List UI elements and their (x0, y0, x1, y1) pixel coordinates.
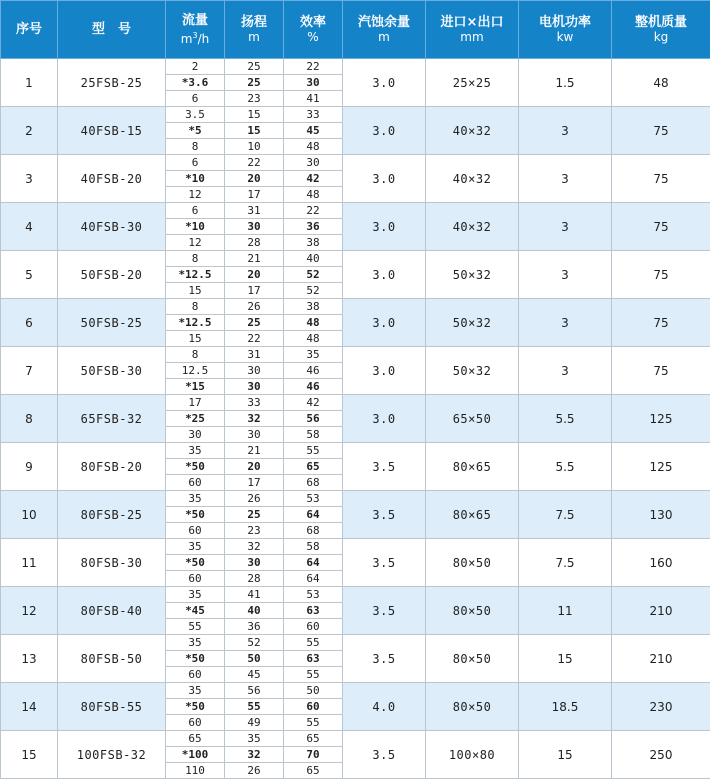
cell-head: 25 (225, 507, 284, 523)
cell-head: 31 (225, 203, 284, 219)
cell-head: 25 (225, 59, 284, 75)
cell-flow: *50 (166, 507, 225, 523)
cell-no: 14 (1, 683, 58, 731)
cell-mass: 75 (612, 299, 710, 347)
cell-head: 30 (225, 379, 284, 395)
cell-no: 12 (1, 587, 58, 635)
table-row (1, 107, 710, 123)
cell-port: 80×50 (426, 587, 519, 635)
cell-efficiency: 52 (284, 267, 343, 283)
header-power: 电机功率 kw (519, 1, 612, 59)
cell-flow: 6 (166, 155, 225, 171)
cell-no: 8 (1, 395, 58, 443)
cell-model: 80FSB-50 (58, 635, 166, 683)
header-flow: 流量 $m^3/h$ (166, 1, 225, 59)
cell-efficiency: 48 (284, 187, 343, 203)
header-mass: 整机质量 kg (612, 1, 710, 59)
cell-efficiency: 30 (284, 155, 343, 171)
table-row (1, 347, 710, 363)
cell-head: 21 (225, 251, 284, 267)
cell-flow: 8 (166, 347, 225, 363)
cell-mass: 250 (612, 731, 710, 779)
cell-head: 10 (225, 139, 284, 155)
cell-npsh: 3.5 (343, 491, 426, 539)
table-row (1, 155, 710, 171)
cell-efficiency: 35 (284, 347, 343, 363)
header-no: 序号 (1, 1, 58, 59)
cell-flow: *15 (166, 379, 225, 395)
cell-mass: 125 (612, 395, 710, 443)
header-head: 扬程 m (225, 1, 284, 59)
cell-mass: 75 (612, 203, 710, 251)
cell-flow: 60 (166, 523, 225, 539)
cell-npsh: 3.0 (343, 347, 426, 395)
cell-mass: 130 (612, 491, 710, 539)
cell-efficiency: 53 (284, 491, 343, 507)
cell-flow: 17 (166, 395, 225, 411)
table-row (1, 443, 710, 459)
header-efficiency: 效率 % (284, 1, 343, 59)
cell-flow: 60 (166, 475, 225, 491)
cell-flow: 60 (166, 715, 225, 731)
cell-efficiency: 46 (284, 379, 343, 395)
cell-efficiency: 53 (284, 587, 343, 603)
header-port: 进口×出口 mm (426, 1, 519, 59)
cell-head: 32 (225, 539, 284, 555)
cell-flow: 60 (166, 571, 225, 587)
cell-flow: 35 (166, 491, 225, 507)
cell-efficiency: 22 (284, 59, 343, 75)
cell-no: 15 (1, 731, 58, 779)
table-row (1, 395, 710, 411)
table-header (1, 1, 710, 59)
cell-flow: *100 (166, 747, 225, 763)
cell-efficiency: 38 (284, 235, 343, 251)
cell-model: 80FSB-55 (58, 683, 166, 731)
cell-head: 49 (225, 715, 284, 731)
cell-no: 11 (1, 539, 58, 587)
cell-no: 3 (1, 155, 58, 203)
cell-power: 5.5 (519, 395, 612, 443)
cell-efficiency: 58 (284, 427, 343, 443)
cell-efficiency: 52 (284, 283, 343, 299)
cell-head: 36 (225, 619, 284, 635)
cell-efficiency: 50 (284, 683, 343, 699)
cell-head: 32 (225, 411, 284, 427)
cell-no: 5 (1, 251, 58, 299)
cell-npsh: 3.0 (343, 107, 426, 155)
cell-power: 7.5 (519, 491, 612, 539)
cell-flow: 12 (166, 187, 225, 203)
cell-mass: 160 (612, 539, 710, 587)
cell-head: 41 (225, 587, 284, 603)
cell-head: 25 (225, 75, 284, 91)
cell-model: 40FSB-15 (58, 107, 166, 155)
cell-head: 31 (225, 347, 284, 363)
cell-npsh: 3.5 (343, 635, 426, 683)
cell-head: 50 (225, 651, 284, 667)
cell-efficiency: 64 (284, 571, 343, 587)
cell-efficiency: 65 (284, 731, 343, 747)
cell-head: 25 (225, 315, 284, 331)
cell-model: 25FSB-25 (58, 59, 166, 107)
cell-power: 5.5 (519, 443, 612, 491)
cell-efficiency: 40 (284, 251, 343, 267)
cell-flow: 15 (166, 331, 225, 347)
cell-model: 50FSB-30 (58, 347, 166, 395)
cell-efficiency: 38 (284, 299, 343, 315)
cell-efficiency: 45 (284, 123, 343, 139)
cell-flow: *50 (166, 459, 225, 475)
cell-no: 2 (1, 107, 58, 155)
cell-model: 50FSB-25 (58, 299, 166, 347)
cell-port: 80×50 (426, 683, 519, 731)
cell-model: 65FSB-32 (58, 395, 166, 443)
cell-mass: 210 (612, 587, 710, 635)
cell-npsh: 3.5 (343, 587, 426, 635)
cell-efficiency: 48 (284, 315, 343, 331)
cell-port: 100×80 (426, 731, 519, 779)
cell-efficiency: 70 (284, 747, 343, 763)
cell-power: 11 (519, 587, 612, 635)
cell-flow: 110 (166, 763, 225, 779)
cell-flow: *25 (166, 411, 225, 427)
cell-npsh: 3.0 (343, 395, 426, 443)
cell-mass: 75 (612, 155, 710, 203)
cell-efficiency: 41 (284, 91, 343, 107)
cell-flow: *12.5 (166, 267, 225, 283)
cell-flow: 12.5 (166, 363, 225, 379)
cell-head: 56 (225, 683, 284, 699)
cell-efficiency: 36 (284, 219, 343, 235)
table-row (1, 491, 710, 507)
cell-power: 3 (519, 251, 612, 299)
cell-power: 15 (519, 635, 612, 683)
cell-head: 15 (225, 107, 284, 123)
cell-efficiency: 68 (284, 475, 343, 491)
cell-head: 52 (225, 635, 284, 651)
cell-head: 21 (225, 443, 284, 459)
cell-flow: *50 (166, 555, 225, 571)
cell-mass: 125 (612, 443, 710, 491)
cell-power: 3 (519, 203, 612, 251)
cell-npsh: 3.0 (343, 59, 426, 107)
cell-npsh: 3.5 (343, 443, 426, 491)
cell-head: 22 (225, 155, 284, 171)
cell-npsh: 3.5 (343, 539, 426, 587)
cell-head: 22 (225, 331, 284, 347)
cell-efficiency: 30 (284, 75, 343, 91)
table-row (1, 203, 710, 219)
cell-no: 1 (1, 59, 58, 107)
cell-flow: 2 (166, 59, 225, 75)
cell-power: 3 (519, 299, 612, 347)
cell-efficiency: 65 (284, 763, 343, 779)
cell-port: 80×50 (426, 635, 519, 683)
cell-no: 4 (1, 203, 58, 251)
cell-flow: 6 (166, 203, 225, 219)
cell-npsh: 3.0 (343, 203, 426, 251)
cell-head: 30 (225, 219, 284, 235)
cell-efficiency: 58 (284, 539, 343, 555)
table-row (1, 635, 710, 651)
cell-efficiency: 42 (284, 171, 343, 187)
cell-efficiency: 64 (284, 555, 343, 571)
cell-efficiency: 48 (284, 331, 343, 347)
cell-efficiency: 33 (284, 107, 343, 123)
cell-flow: 35 (166, 683, 225, 699)
cell-flow: 35 (166, 587, 225, 603)
cell-flow: 35 (166, 635, 225, 651)
cell-flow: *3.6 (166, 75, 225, 91)
cell-power: 3 (519, 347, 612, 395)
cell-flow: 12 (166, 235, 225, 251)
cell-head: 55 (225, 699, 284, 715)
cell-head: 32 (225, 747, 284, 763)
cell-flow: 3.5 (166, 107, 225, 123)
cell-mass: 48 (612, 59, 710, 107)
cell-head: 23 (225, 523, 284, 539)
cell-npsh: 3.0 (343, 155, 426, 203)
cell-head: 33 (225, 395, 284, 411)
cell-efficiency: 63 (284, 651, 343, 667)
cell-head: 26 (225, 299, 284, 315)
cell-head: 20 (225, 171, 284, 187)
cell-head: 45 (225, 667, 284, 683)
cell-port: 65×50 (426, 395, 519, 443)
cell-flow: *50 (166, 699, 225, 715)
cell-efficiency: 46 (284, 363, 343, 379)
table-row (1, 683, 710, 699)
cell-flow: *12.5 (166, 315, 225, 331)
cell-model: 80FSB-30 (58, 539, 166, 587)
cell-power: 18.5 (519, 683, 612, 731)
cell-no: 10 (1, 491, 58, 539)
cell-head: 15 (225, 123, 284, 139)
cell-head: 23 (225, 91, 284, 107)
table-row (1, 731, 710, 747)
flow-unit: $m^3/h$ (180, 30, 210, 46)
cell-port: 25×25 (426, 59, 519, 107)
cell-flow: 8 (166, 299, 225, 315)
cell-flow: *50 (166, 651, 225, 667)
cell-head: 35 (225, 731, 284, 747)
cell-no: 9 (1, 443, 58, 491)
cell-model: 50FSB-20 (58, 251, 166, 299)
cell-mass: 75 (612, 107, 710, 155)
cell-head: 20 (225, 459, 284, 475)
cell-flow: 60 (166, 667, 225, 683)
cell-efficiency: 22 (284, 203, 343, 219)
cell-efficiency: 64 (284, 507, 343, 523)
cell-model: 40FSB-20 (58, 155, 166, 203)
cell-efficiency: 60 (284, 619, 343, 635)
cell-head: 26 (225, 763, 284, 779)
cell-head: 28 (225, 571, 284, 587)
cell-efficiency: 65 (284, 459, 343, 475)
cell-power: 3 (519, 107, 612, 155)
cell-efficiency: 42 (284, 395, 343, 411)
cell-head: 20 (225, 267, 284, 283)
cell-power: 15 (519, 731, 612, 779)
cell-head: 17 (225, 283, 284, 299)
cell-flow: 8 (166, 139, 225, 155)
cell-efficiency: 68 (284, 523, 343, 539)
cell-mass: 75 (612, 251, 710, 299)
cell-efficiency: 55 (284, 635, 343, 651)
cell-model: 100FSB-32 (58, 731, 166, 779)
cell-port: 40×32 (426, 107, 519, 155)
cell-flow: 35 (166, 539, 225, 555)
cell-power: 7.5 (519, 539, 612, 587)
cell-efficiency: 48 (284, 139, 343, 155)
cell-port: 50×32 (426, 347, 519, 395)
cell-npsh: 3.0 (343, 251, 426, 299)
cell-flow: 65 (166, 731, 225, 747)
cell-flow: *45 (166, 603, 225, 619)
cell-efficiency: 56 (284, 411, 343, 427)
cell-flow: 8 (166, 251, 225, 267)
table-row (1, 299, 710, 315)
cell-no: 13 (1, 635, 58, 683)
cell-head: 17 (225, 475, 284, 491)
cell-no: 6 (1, 299, 58, 347)
cell-npsh: 4.0 (343, 683, 426, 731)
cell-power: 1.5 (519, 59, 612, 107)
cell-head: 28 (225, 235, 284, 251)
header-model: 型 号 (58, 1, 166, 59)
cell-model: 80FSB-20 (58, 443, 166, 491)
cell-flow: 6 (166, 91, 225, 107)
cell-flow: 55 (166, 619, 225, 635)
cell-port: 40×32 (426, 155, 519, 203)
cell-flow: 35 (166, 443, 225, 459)
cell-mass: 210 (612, 635, 710, 683)
cell-efficiency: 55 (284, 667, 343, 683)
cell-no: 7 (1, 347, 58, 395)
cell-head: 17 (225, 187, 284, 203)
table-body (1, 59, 710, 779)
cell-port: 80×65 (426, 443, 519, 491)
cell-port: 50×32 (426, 299, 519, 347)
cell-port: 40×32 (426, 203, 519, 251)
cell-mass: 230 (612, 683, 710, 731)
cell-model: 80FSB-40 (58, 587, 166, 635)
cell-port: 80×50 (426, 539, 519, 587)
cell-head: 26 (225, 491, 284, 507)
cell-flow: *10 (166, 171, 225, 187)
cell-model: 80FSB-25 (58, 491, 166, 539)
cell-flow: *5 (166, 123, 225, 139)
cell-mass: 75 (612, 347, 710, 395)
header-npsh: 汽蚀余量 m (343, 1, 426, 59)
cell-efficiency: 60 (284, 699, 343, 715)
table-row (1, 539, 710, 555)
cell-head: 30 (225, 555, 284, 571)
cell-efficiency: 63 (284, 603, 343, 619)
cell-power: 3 (519, 155, 612, 203)
cell-flow: 30 (166, 427, 225, 443)
cell-efficiency: 55 (284, 443, 343, 459)
cell-port: 80×65 (426, 491, 519, 539)
cell-port: 50×32 (426, 251, 519, 299)
cell-model: 40FSB-30 (58, 203, 166, 251)
table-row (1, 251, 710, 267)
cell-head: 30 (225, 427, 284, 443)
cell-flow: *10 (166, 219, 225, 235)
table-row (1, 59, 710, 75)
cell-npsh: 3.5 (343, 731, 426, 779)
table-row (1, 587, 710, 603)
cell-head: 30 (225, 363, 284, 379)
cell-efficiency: 55 (284, 715, 343, 731)
cell-head: 40 (225, 603, 284, 619)
cell-npsh: 3.0 (343, 299, 426, 347)
cell-flow: 15 (166, 283, 225, 299)
